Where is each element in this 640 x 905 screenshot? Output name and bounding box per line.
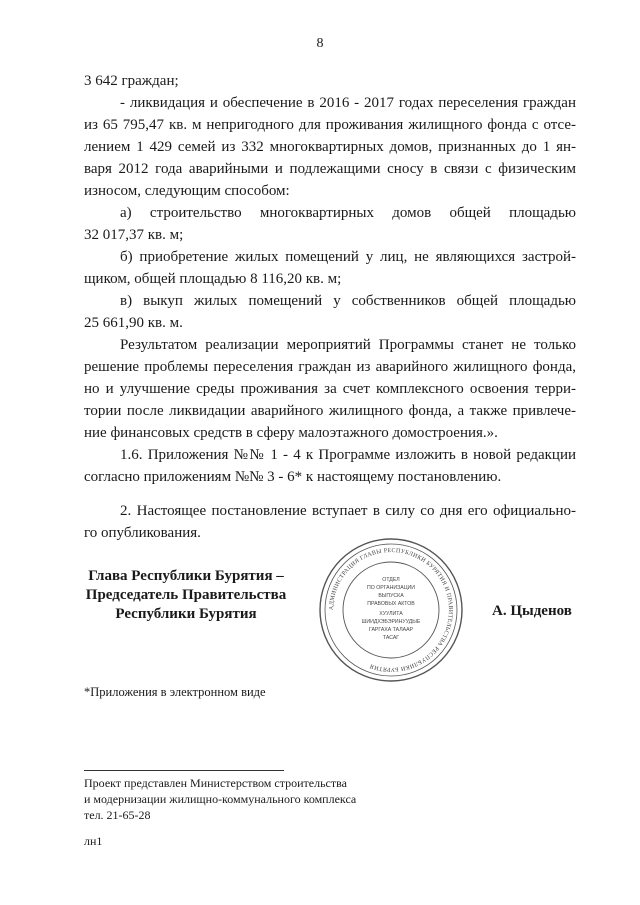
seal-text-line: ОТДЕЛ	[382, 577, 400, 583]
seal-text-line: ШИИДХЭБЭРИНУУДЫЕ	[361, 619, 421, 625]
text-line: а) строительство многоквартирных домов общей площадью	[120, 205, 576, 221]
text-line: б) приобретение жилых помещений у лиц, не являющихся застрой-	[120, 249, 576, 265]
seal-ring-text: АДМИНИСТРАЦИЯ ГЛАВЫ РЕСПУБЛИКИ БУРЯТИЯ И ПРАВИТЕЛЬСТВА РЕСПУБЛИКИ БУРЯТИЯ	[328, 547, 454, 673]
text-line: износом, следующим способом:	[84, 183, 290, 199]
signatory-title-line: Республики Бурятия	[115, 606, 257, 622]
text-line: решение проблемы переселения граждан из аварийного жилищного фонда,	[84, 359, 576, 375]
text-line: - ликвидация и обеспечение в 2016 - 2017 годах переселения граждан	[120, 95, 576, 111]
signatory-title-line: Глава Республики Бурятия –	[88, 568, 284, 584]
text-line: го опубликования.	[84, 525, 201, 541]
seal-text-line: ПО ОРГАНИЗАЦИИ	[367, 585, 415, 591]
text-line: тории после ликвидации аварийного жилищного фонда, а также привлече-	[84, 403, 576, 419]
text-line: 32 017,37 кв. м;	[84, 227, 184, 243]
seal-text-line: ГАРГАХА ТАЛААР	[368, 627, 414, 633]
text-line: 25 661,90 кв. м.	[84, 315, 183, 331]
text-line: из 65 795,47 кв. м непригодного для проживания жилищного фонда с отсе-	[84, 117, 576, 133]
text-line: в) выкуп жилых помещений у собственников общей площадью	[120, 293, 576, 309]
seal-text-line: ПРАВОВЫХ АКТОВ	[367, 601, 415, 607]
text-line: варя 2012 года аварийными и подлежащими сносу в связи с физическим	[84, 161, 576, 177]
text-line: лением 1 429 семей из 332 многоквартирных домов, признанных до 1 ян-	[84, 139, 576, 155]
footer-line: тел. 21-65-28	[84, 808, 151, 822]
footer-divider	[84, 770, 284, 771]
text-line: Результатом реализации мероприятий Программы станет не только	[120, 337, 576, 353]
text-line: 3 642 граждан;	[84, 73, 179, 89]
seal-text-line: ТАСАГ	[382, 635, 400, 641]
text-line: щиком, общей площадью 8 116,20 кв. м;	[84, 271, 342, 287]
text-line: 1.6. Приложения №№ 1 - 4 к Программе изложить в новой редакции	[120, 447, 576, 463]
page-number: 8	[316, 36, 324, 51]
footer-line: и модернизации жилищно-коммунального комплекса	[84, 792, 357, 806]
svg-text:АДМИНИСТРАЦИЯ ГЛАВЫ РЕСПУБЛИКИ	[329, 548, 453, 672]
footer-line: Проект представлен Министерством строительства	[84, 776, 347, 790]
text-line: 2. Настоящее постановление вступает в силу со дня его официально-	[120, 503, 576, 519]
text-line: ние финансовых средств в сферу малоэтажного домостроения.».	[84, 425, 498, 441]
footer-code: лн1	[84, 834, 103, 848]
seal-text-line: ВЫПУСКА	[378, 593, 404, 599]
seal-text-line: ХУУЛИТА	[379, 611, 403, 617]
signatory-name: А. Цыденов	[492, 603, 572, 619]
footnote: *Приложения в электронном виде	[84, 685, 266, 699]
signatory-title-line: Председатель Правительства	[85, 587, 287, 603]
text-line: согласно приложениям №№ 3 - 6* к настоящему постановлению.	[84, 469, 502, 485]
text-line: но и улучшение среды проживания за счет комплексного освоения терри-	[84, 381, 576, 397]
official-seal	[318, 537, 464, 683]
